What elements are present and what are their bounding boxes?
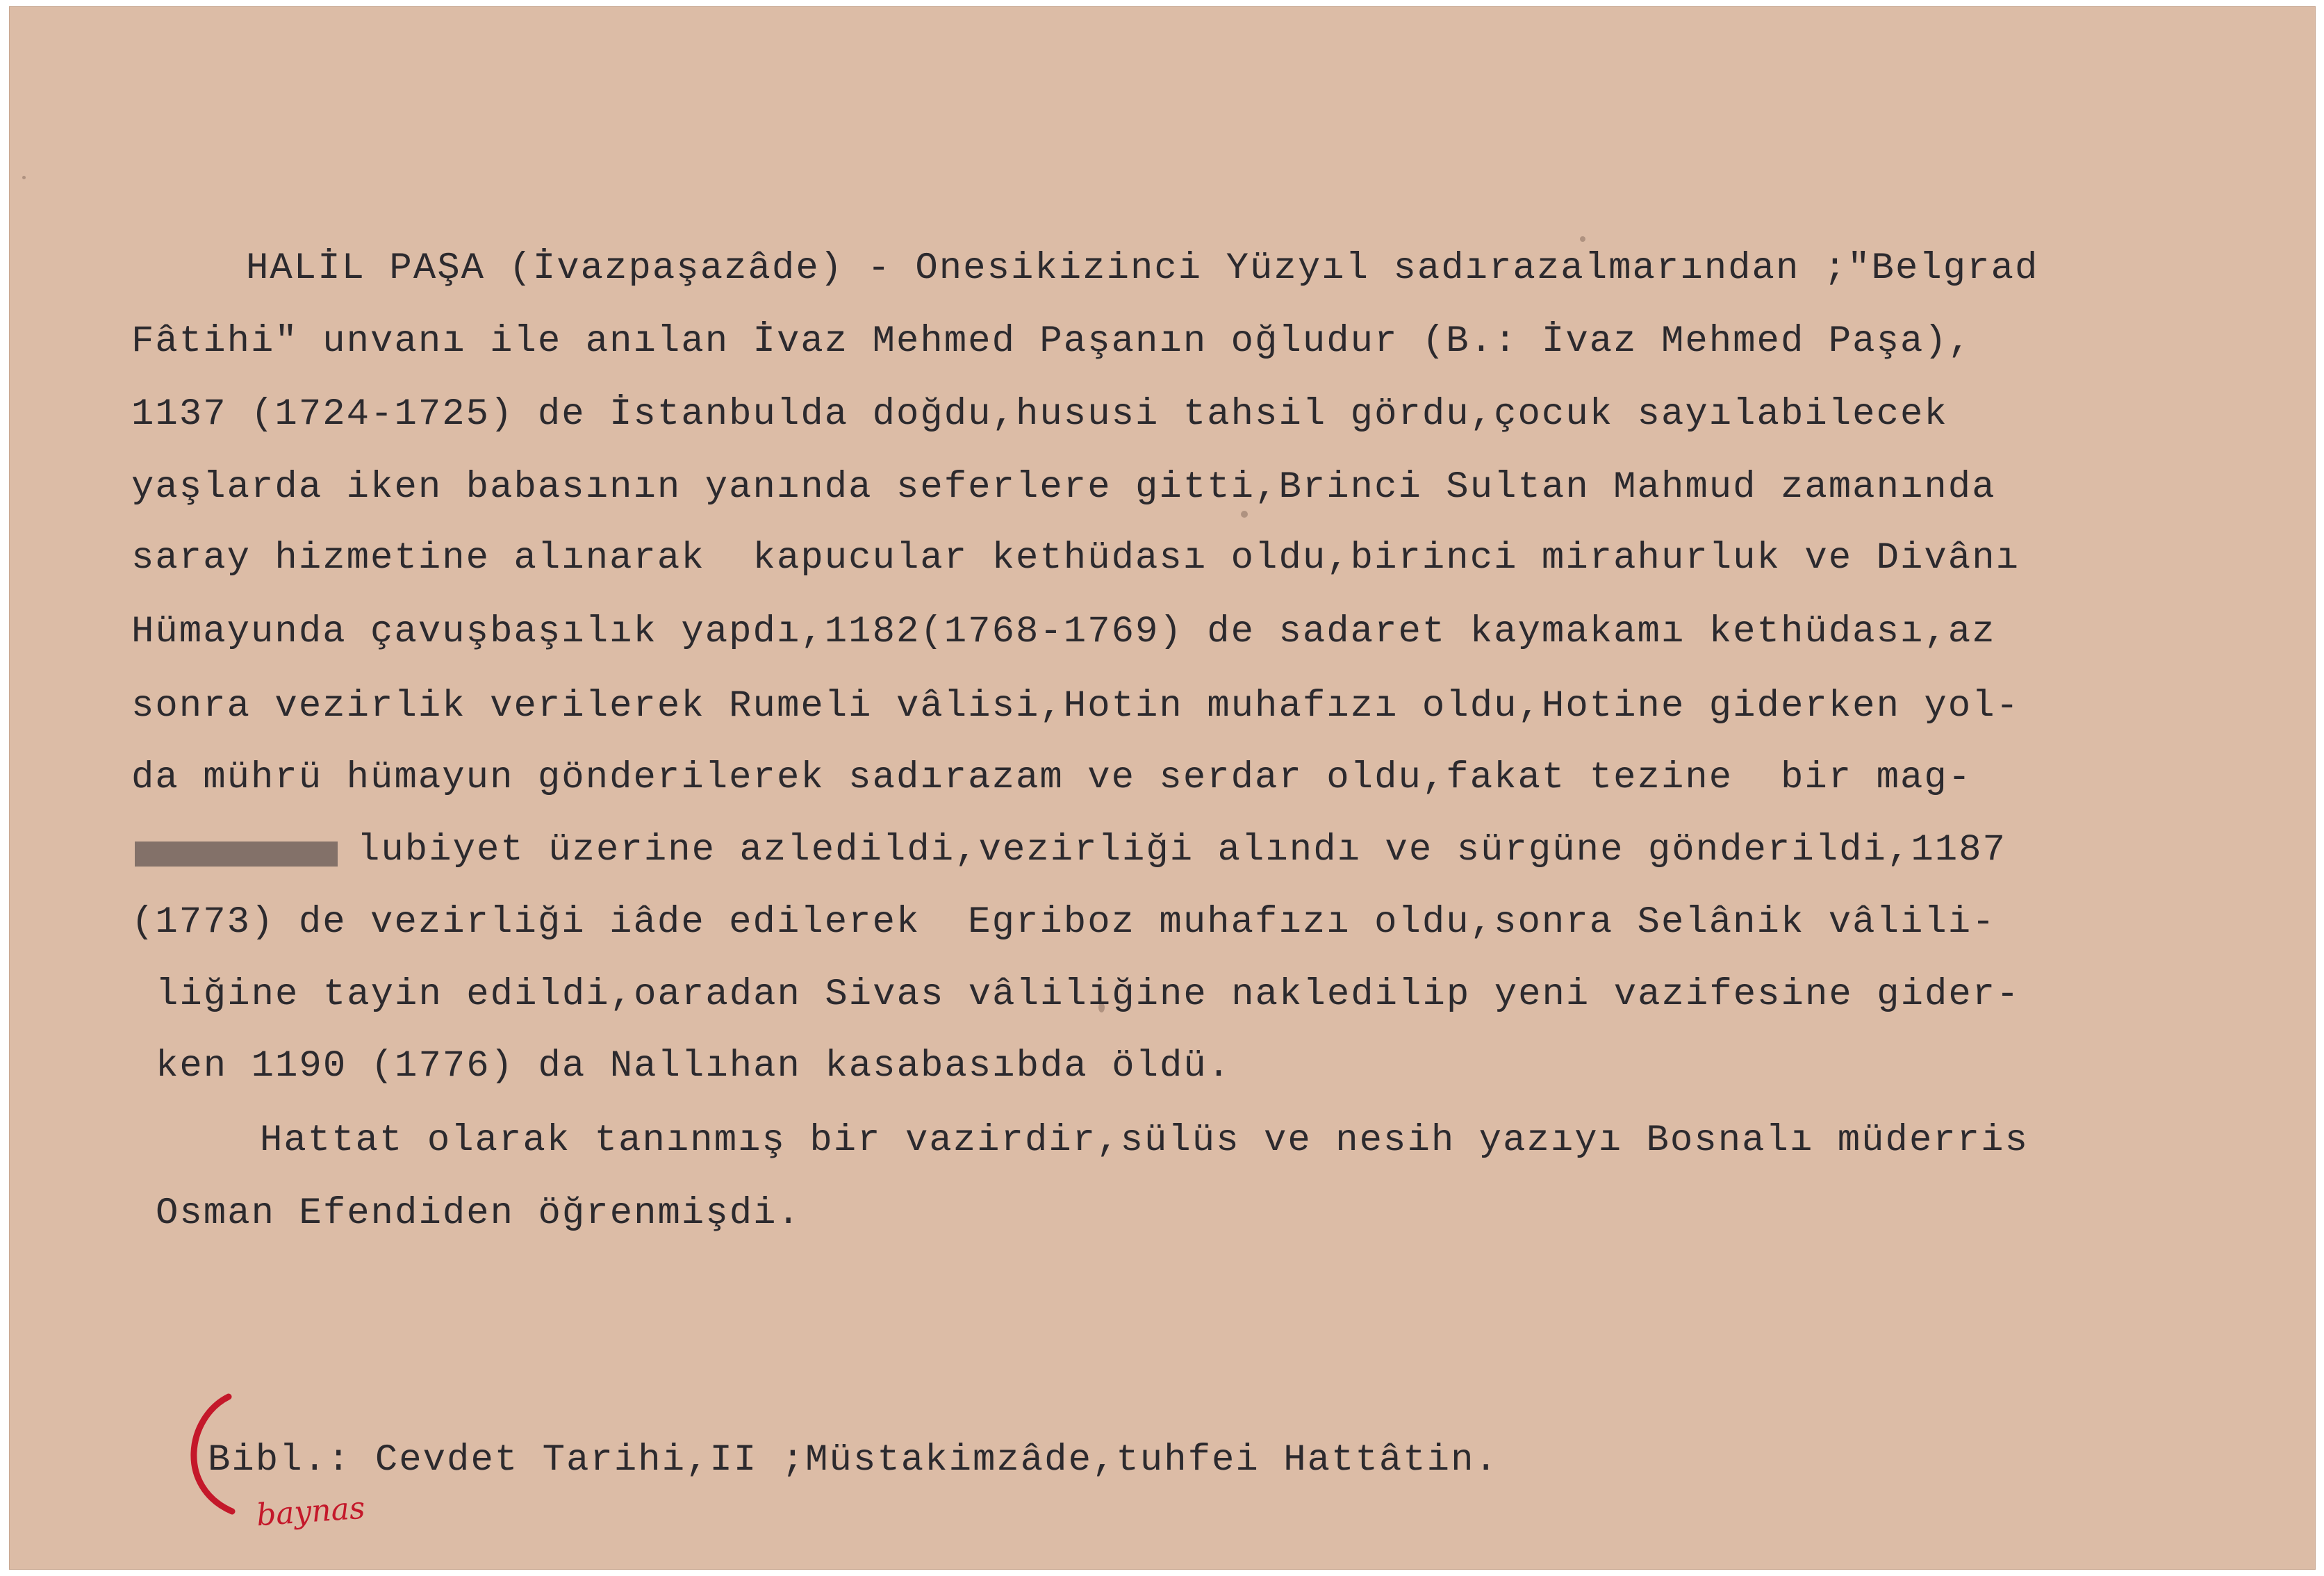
text-line-6: Hümayunda çavuşbaşılık yapdı,1182(1768-1769) de sadaret kaymakamı kethüdası,az <box>131 611 1996 653</box>
text-line-1: HALİL PAŞA (İvazpaşazâde) - Onesikizinci Yüzyıl sadırazalmarından ;"Belgrad <box>246 247 2039 290</box>
text-line-12: ken 1190 (1776) da Nallıhan kasabasıbda öldü. <box>156 1045 1232 1087</box>
text-line-14: Osman Efendiden öğrenmişdi. <box>156 1192 801 1235</box>
text-line-9: lubiyet üzerine azledildi,vezirliği alındı ve sürgüne gönderildi,1187 <box>357 829 2006 871</box>
bibliography-line: Bibl.: Cevdet Tarihi,II ;Müstakimzâde,tuhfei Hattâtin. <box>208 1439 1499 1481</box>
text-line-8: da mührü hümayun gönderilerek sadırazam ve serdar oldu,fakat tezine bir mag- <box>131 757 1972 799</box>
text-line-13: Hattat olarak tanınmış bir vazirdir,sülüs ve nesih yazıyı Bosnalı müderris <box>260 1119 2029 1162</box>
text-line-10: (1773) de vezirliği iâde edilerek Egriboz muhafızı oldu,sonra Selânik vâlili- <box>131 901 1996 944</box>
text-line-3: 1137 (1724-1725) de İstanbulda doğdu,hususi tahsil gördu,çocuk sayılabilecek <box>131 393 1948 436</box>
text-line-7: sonra vezirlik verilerek Rumeli vâlisi,Hotin muhafızı oldu,Hotine giderken yol- <box>131 685 2020 728</box>
handwritten-note: baynas <box>255 1490 366 1534</box>
text-line-2: Fâtihi" unvanı ile anılan İvaz Mehmed Paşanın oğludur (B.: İvaz Mehmed Paşa), <box>131 320 1972 363</box>
text-line-4: yaşlarda iken babasının yanında seferlere gitti,Brinci Sultan Mahmud zamanında <box>131 466 1996 509</box>
paper-speck <box>1580 236 1585 242</box>
text-line-5: saray hizmetine alınarak kapucular kethüdası oldu,birinci mirahurluk ve Divânı <box>131 537 2020 580</box>
paper-speck <box>1241 511 1248 518</box>
text-line-11: liğine tayin edildi,oaradan Sivas vâliliğine nakledilip yeni vazifesine gider- <box>156 974 2020 1016</box>
red-bracket-mark <box>10 7 260 1569</box>
index-card <box>10 7 2315 1569</box>
